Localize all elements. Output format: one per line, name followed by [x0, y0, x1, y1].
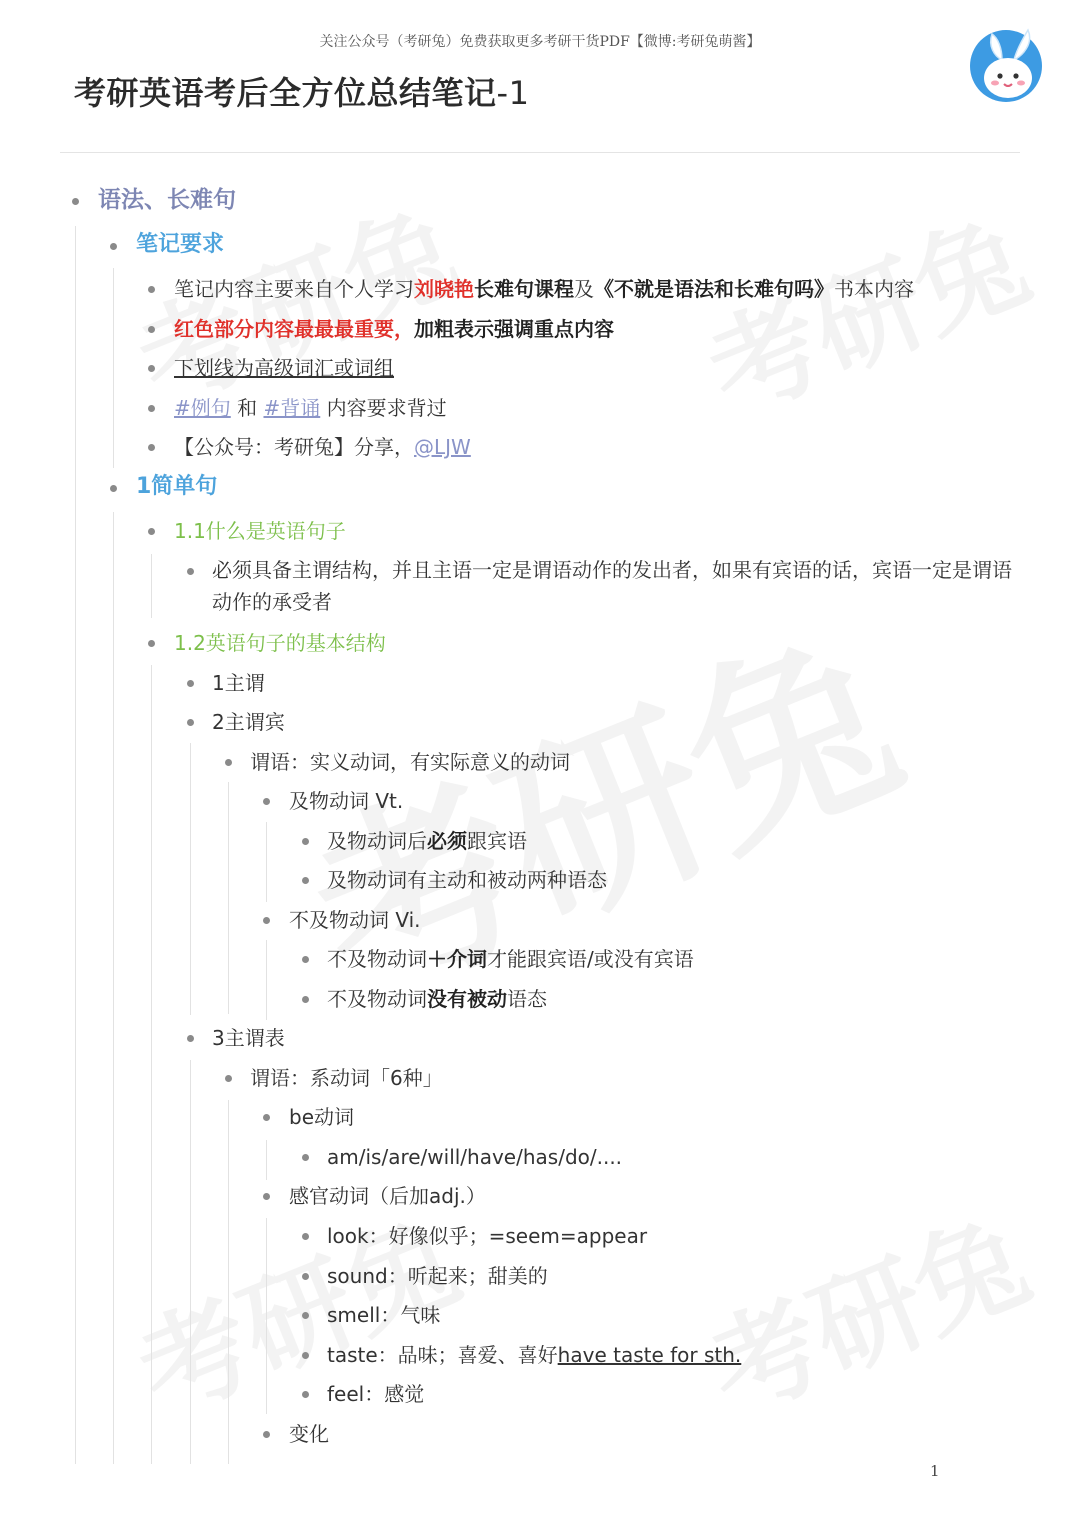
svc-predicate: 谓语：系动词「6种」 [250, 1066, 443, 1090]
sense-smell: smell：气味 [327, 1303, 441, 1327]
bullet-dot [187, 719, 194, 726]
note-legend-tags: #例句 和 #背诵 内容要求背过 [174, 396, 447, 420]
section-heading-notes: 笔记要求 [136, 232, 225, 257]
note-legend-underline: 下划线为高级词汇或词组 [174, 356, 394, 380]
bullet-dot [263, 917, 270, 924]
tree-guide-line [266, 940, 267, 1020]
transitive-rule-2: 及物动词有主动和被动两种语态 [327, 868, 607, 892]
promo-banner: 关注公众号（考研兔）免费获取更多考研干货PDF【微博:考研兔萌酱】 [319, 34, 761, 50]
bullet-dot [302, 996, 309, 1003]
bullet-dot [302, 956, 309, 963]
tag-link-example[interactable]: #例句 [174, 396, 231, 420]
tree-guide-line [266, 1218, 267, 1414]
structure-svo: 2主谓宾 [212, 710, 285, 734]
be-verb: be动词 [289, 1105, 354, 1129]
bullet-dot [302, 1312, 309, 1319]
structure-svc: 3主谓表 [212, 1026, 285, 1050]
bullet-dot [263, 1431, 270, 1438]
bullet-dot [302, 1352, 309, 1359]
bullet-dot [302, 1391, 309, 1398]
bullet-dot [110, 243, 117, 250]
bullet-dot [263, 1193, 270, 1200]
sense-feel: feel：感觉 [327, 1382, 425, 1406]
definition-text: 必须具备主谓结构，并且主语一定是谓语动作的发出者，如果有宾语的话，宾语一定是谓语动作的承受者 [212, 558, 1012, 614]
title-suffix: -1 [496, 74, 530, 112]
subheading-1-2: 1.2英语句子的基本结构 [174, 631, 386, 655]
note-source: 笔记内容主要来自个人学习刘晓艳长难句课程及《不就是语法和长难句吗》书本内容 [174, 277, 914, 301]
watermark [682, 1174, 1047, 1444]
transitive-verb: 及物动词 Vt. [289, 789, 404, 813]
tree-guide-line [190, 1060, 191, 1464]
bullet-dot [110, 485, 117, 492]
change-verb: 变化 [289, 1422, 329, 1446]
bullet-dot [148, 405, 155, 412]
sense-sound: sound：听起来；甜美的 [327, 1264, 548, 1288]
bullet-dot [148, 640, 155, 647]
sense-verb: 感官动词（后加adj.） [289, 1184, 486, 1208]
bullet-dot [263, 798, 270, 805]
bullet-dot [148, 365, 155, 372]
page-number: 1 [930, 1462, 940, 1480]
intransitive-rule-2: 不及物动词没有被动语态 [327, 987, 547, 1011]
bullet-dot [187, 680, 194, 687]
tree-guide-line [151, 554, 152, 618]
tree-guide-line [228, 1100, 229, 1464]
structure-sv: 1主谓 [212, 671, 265, 695]
bullet-dot [225, 759, 232, 766]
bullet-dot [148, 444, 155, 451]
sense-taste: taste：品味；喜爱、喜好have taste for sth. [327, 1343, 742, 1367]
bullet-dot [148, 528, 155, 535]
mention-link[interactable]: @LJW [414, 435, 471, 459]
watermark [682, 174, 1047, 444]
tree-guide-line [266, 822, 267, 902]
be-forms: am/is/are/will/have/has/do/.... [327, 1145, 623, 1169]
bullet-dot [148, 326, 155, 333]
tree-guide-line [151, 665, 152, 1464]
tree-guide-line [190, 743, 191, 1015]
page-title [74, 68, 529, 114]
tag-link-recite[interactable]: #背诵 [263, 396, 321, 420]
section-heading-simple: 1简单句 [136, 474, 218, 499]
bullet-dot [302, 1154, 309, 1161]
subheading-1-1: 1.1什么是英语句子 [174, 519, 346, 543]
intransitive-verb: 不及物动词 Vi. [289, 908, 421, 932]
bullet-dot [72, 198, 79, 205]
svo-predicate: 谓语：实义动词，有实际意义的动词 [250, 750, 570, 774]
tree-guide-line [113, 512, 114, 1464]
bullet-dot [302, 877, 309, 884]
bullet-dot [263, 1114, 270, 1121]
note-share: 【公众号：考研兔】分享，@LJW [174, 435, 471, 459]
tree-guide-line [75, 226, 76, 1464]
title-main: 考研英语考后全方位总结笔记 [74, 74, 497, 112]
note-legend-red: 红色部分内容最最最重要，加粗表示强调重点内容 [174, 317, 614, 341]
bullet-dot [148, 286, 155, 293]
rabbit-logo-icon [964, 26, 1048, 110]
tree-guide-line [113, 268, 114, 468]
tree-guide-line [228, 782, 229, 1014]
intransitive-rule-1: 不及物动词＋介词才能跟宾语/或没有宾语 [327, 947, 694, 971]
bullet-dot [187, 1035, 194, 1042]
bullet-dot [187, 568, 194, 575]
sense-look: look：好像似乎；=seem=appear [327, 1224, 648, 1248]
bullet-dot [302, 1273, 309, 1280]
section-heading-grammar: 语法、长难句 [98, 187, 236, 213]
transitive-rule-1: 及物动词后必须跟宾语 [327, 829, 527, 853]
bullet-dot [225, 1075, 232, 1082]
bullet-dot [302, 838, 309, 845]
tree-guide-line [266, 1140, 267, 1180]
title-divider [60, 152, 1020, 153]
bullet-dot [302, 1233, 309, 1240]
